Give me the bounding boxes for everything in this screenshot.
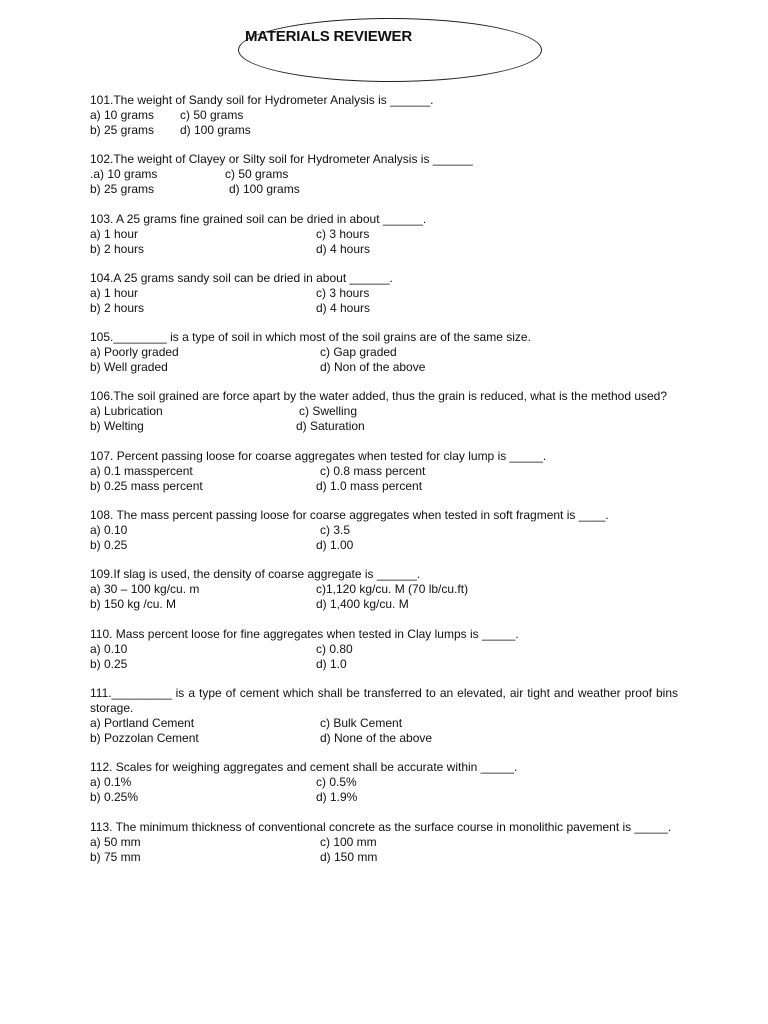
option-a: a) Lubrication xyxy=(90,404,163,419)
option-d: d) 4 hours xyxy=(316,300,371,315)
option-row xyxy=(90,479,678,494)
option-b: b) 0.25% xyxy=(90,790,139,805)
question-list xyxy=(90,93,678,865)
option-b: b) 0.25 xyxy=(90,656,128,671)
question-text: 111._________ is a type of cement which shall be transferred to an elevated, air tight and weather proof bins storage. xyxy=(90,685,678,715)
question-item xyxy=(90,627,678,672)
option-a: a) Poorly graded xyxy=(90,345,179,360)
option-b: b) 75 mm xyxy=(90,849,141,864)
option-c: c) Swelling xyxy=(299,404,358,419)
question-item xyxy=(90,686,678,746)
question-item xyxy=(90,271,678,316)
option-row xyxy=(90,227,678,242)
option-c: c) 0.5% xyxy=(316,775,357,790)
option-a: a) 30 – 100 kg/cu. m xyxy=(90,582,200,597)
question-text: 113. The minimum thickness of conventional concrete as the surface course in monolithic pavement is _____. xyxy=(90,819,672,834)
option-b: b) 25 grams xyxy=(90,123,155,137)
option-a: a) Portland Cement xyxy=(90,715,195,730)
option-d: d) None of the above xyxy=(320,730,433,745)
option-b: b) 2 hours xyxy=(90,300,145,315)
question-item xyxy=(90,760,678,805)
option-a: a) 1 hour xyxy=(90,226,139,241)
option-c: c) 50 grams xyxy=(225,167,289,182)
option-d: d) 100 grams xyxy=(180,123,251,137)
option-row xyxy=(90,642,678,657)
option-a: a) 10 grams xyxy=(90,108,155,122)
option-row xyxy=(90,538,678,553)
option-a: a) 0.1 masspercent xyxy=(90,463,193,478)
question-item xyxy=(90,820,678,865)
question-item xyxy=(90,389,678,434)
option-b: b) 25 grams xyxy=(90,182,155,197)
option-row xyxy=(90,242,678,257)
option-a: a) 1 hour xyxy=(90,285,139,300)
option-d: d) Saturation xyxy=(296,419,365,434)
option-c: c) Bulk Cement xyxy=(320,715,403,730)
question-text: 112. Scales for weighing aggregates and cement shall be accurate within _____. xyxy=(90,760,518,775)
option-c: c) 3 hours xyxy=(316,285,370,300)
option-row xyxy=(90,123,678,138)
question-text: 109.If slag is used, the density of coarse aggregate is ______. xyxy=(90,567,421,582)
option-a: a) 50 mm xyxy=(90,834,141,849)
page-title: MATERIALS REVIEWER xyxy=(245,28,412,45)
question-text: 102.The weight of Clayey or Silty soil for Hydrometer Analysis is ______ xyxy=(90,152,473,167)
option-c: c) 100 mm xyxy=(320,834,377,849)
option-row xyxy=(90,850,678,865)
question-item xyxy=(90,93,678,138)
option-c: c) 0.8 mass percent xyxy=(320,463,426,478)
option-row xyxy=(90,716,678,731)
question-text: 108. The mass percent passing loose for coarse aggregates when tested in soft fragment is ____. xyxy=(90,508,609,523)
option-d: d) 1.0 mass percent xyxy=(316,478,423,493)
option-b: b) 2 hours xyxy=(90,241,145,256)
option-row xyxy=(90,108,678,123)
question-item xyxy=(90,152,678,197)
option-row xyxy=(90,731,678,746)
option-row xyxy=(90,301,678,316)
option-d: d) 1.00 xyxy=(316,538,354,553)
option-d: d) 4 hours xyxy=(316,241,371,256)
option-c: c) 0.80 xyxy=(316,641,353,656)
option-b: b) Pozzolan Cement xyxy=(90,730,199,745)
option-d: d) 100 grams xyxy=(229,182,300,197)
option-c: c) Gap graded xyxy=(320,345,397,360)
option-row xyxy=(90,775,678,790)
option-a: a) 0.10 xyxy=(90,523,128,538)
option-row xyxy=(90,657,678,672)
option-row xyxy=(90,404,678,419)
option-row xyxy=(90,464,678,479)
option-row xyxy=(90,360,678,375)
option-c: c) 50 grams xyxy=(180,108,244,122)
option-b: b) Welting xyxy=(90,419,144,434)
question-item xyxy=(90,567,678,612)
option-row xyxy=(90,167,678,182)
option-row xyxy=(90,790,678,805)
question-text: 106.The soil grained are force apart by the water added, thus the grain is reduced, what is the method used? xyxy=(90,389,668,404)
question-text: 101.The weight of Sandy soil for Hydrometer Analysis is ______. xyxy=(90,93,434,107)
question-item xyxy=(90,330,678,375)
option-d: d) 1.0 xyxy=(316,656,347,671)
option-d: d) Non of the above xyxy=(320,360,426,375)
option-d: d) 150 mm xyxy=(320,849,378,864)
option-d: d) 1,400 kg/cu. M xyxy=(316,597,409,612)
option-a: a) 0.1% xyxy=(90,775,132,790)
option-b: b) 0.25 xyxy=(90,538,128,553)
question-text: 104.A 25 grams sandy soil can be dried in about ______. xyxy=(90,270,393,285)
question-item xyxy=(90,449,678,494)
question-text: 110. Mass percent loose for fine aggregates when tested in Clay lumps is _____. xyxy=(90,626,519,641)
question-text: 105.________ is a type of soil in which most of the soil grains are of the same size. xyxy=(90,330,531,345)
option-row xyxy=(90,419,678,434)
question-text: 107. Percent passing loose for coarse aggregates when tested for clay lump is _____. xyxy=(90,448,547,463)
option-row xyxy=(90,345,678,360)
option-a: a) 0.10 xyxy=(90,641,128,656)
option-row xyxy=(90,582,678,597)
option-row xyxy=(90,523,678,538)
option-c: c) 3 hours xyxy=(316,226,370,241)
question-item xyxy=(90,212,678,257)
option-row xyxy=(90,597,678,612)
option-row xyxy=(90,182,678,197)
question-text: 103. A 25 grams fine grained soil can be dried in about ______. xyxy=(90,211,427,226)
option-c: c) 3.5 xyxy=(320,523,351,538)
option-d: d) 1.9% xyxy=(316,790,358,805)
option-c: c)1,120 kg/cu. M (70 lb/cu.ft) xyxy=(316,582,469,597)
question-item xyxy=(90,508,678,553)
option-a: .a) 10 grams xyxy=(90,167,158,182)
option-b: b) Well graded xyxy=(90,360,168,375)
option-b: b) 0.25 mass percent xyxy=(90,478,203,493)
option-row xyxy=(90,835,678,850)
option-row xyxy=(90,286,678,301)
option-b: b) 150 kg /cu. M xyxy=(90,597,177,612)
